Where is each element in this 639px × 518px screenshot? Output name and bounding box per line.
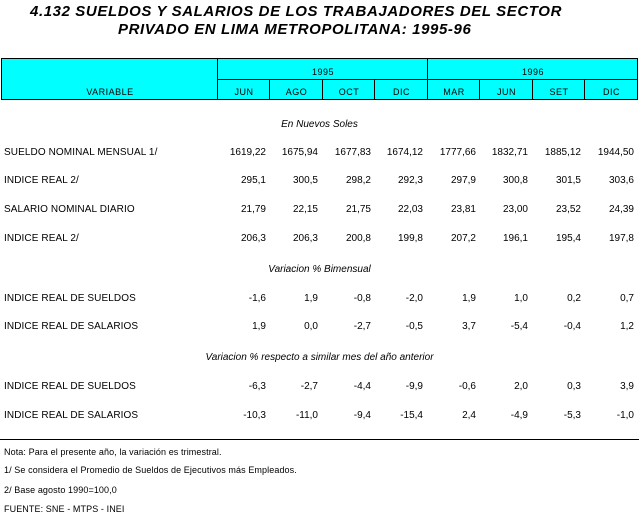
variable-header: VARIABLE (86, 87, 134, 97)
row-label: INDICE REAL DE SALARIOS (4, 410, 139, 421)
section-title: Variacion % respecto a similar mes del año anterior (205, 352, 434, 363)
cell-value: -1,6 (248, 293, 266, 304)
cell-value: 3,9 (620, 381, 634, 392)
row-label: INDICE REAL DE SUELDOS (4, 381, 136, 392)
month-header: OCT (338, 87, 360, 97)
cell-value: -9,9 (405, 381, 423, 392)
cell-value: 1,9 (252, 321, 266, 332)
cell-value: -10,3 (243, 410, 266, 421)
cell-value: 295,1 (240, 175, 266, 186)
table-row (0, 321, 639, 335)
row-label: INDICE REAL 2/ (4, 175, 79, 186)
cell-value: 300,5 (292, 175, 318, 186)
cell-value: 1,0 (514, 293, 528, 304)
cell-value: 1677,83 (334, 147, 371, 158)
month-header: DIC (603, 87, 620, 97)
cell-value: 0,2 (567, 293, 581, 304)
table-header (1, 58, 638, 100)
cell-value: 207,2 (450, 233, 476, 244)
source-line: FUENTE: SNE - MTPS - INEI (4, 504, 125, 514)
cell-value: 199,8 (397, 233, 423, 244)
cell-value: -0,5 (405, 321, 423, 332)
row-label: INDICE REAL DE SUELDOS (4, 293, 136, 304)
table-row (0, 410, 639, 424)
cell-value: -2,7 (353, 321, 371, 332)
cell-value: 206,3 (240, 233, 266, 244)
cell-value: -2,0 (405, 293, 423, 304)
table-row (0, 233, 639, 247)
cell-value: 24,39 (608, 204, 634, 215)
month-separator (374, 79, 375, 100)
cell-value: 298,2 (345, 175, 371, 186)
cell-value: -5,3 (563, 410, 581, 421)
month-separator (269, 79, 270, 100)
cell-value: -0,4 (563, 321, 581, 332)
cell-value: 21,79 (240, 204, 266, 215)
section-title: En Nuevos Soles (281, 119, 358, 130)
cell-value: 1777,66 (439, 147, 476, 158)
cell-value: 1674,12 (386, 147, 423, 158)
table-title-line-2: PRIVADO EN LIMA METROPOLITANA: 1995-96 (118, 21, 472, 38)
table-row (0, 293, 639, 307)
month-header: AGO (285, 87, 308, 97)
month-header: JUN (234, 87, 254, 97)
month-header: DIC (393, 87, 410, 97)
header-divider (218, 79, 638, 80)
month-separator (532, 79, 533, 100)
month-header: MAR (443, 87, 465, 97)
cell-value: 206,3 (292, 233, 318, 244)
cell-value: 1,2 (620, 321, 634, 332)
cell-value: -2,7 (300, 381, 318, 392)
cell-value: 1944,50 (597, 147, 634, 158)
row-label: SUELDO NOMINAL MENSUAL 1/ (4, 147, 158, 158)
cell-value: 0,3 (567, 381, 581, 392)
cell-value: -4,9 (510, 410, 528, 421)
cell-value: -5,4 (510, 321, 528, 332)
cell-value: -0,6 (458, 381, 476, 392)
table-title-line-1: 4.132 SUELDOS Y SALARIOS DE LOS TRABAJADORES DEL SECTOR (30, 3, 562, 20)
cell-value: 1,9 (462, 293, 476, 304)
cell-value: 297,9 (450, 175, 476, 186)
cell-value: -11,0 (295, 410, 318, 421)
cell-value: 301,5 (555, 175, 581, 186)
year-header-1996: 1996 (521, 67, 545, 77)
cell-value: 197,8 (608, 233, 634, 244)
row-label: INDICE REAL 2/ (4, 233, 79, 244)
cell-value: 21,75 (345, 204, 371, 215)
cell-value: -0,8 (353, 293, 371, 304)
section-title: Variacion % Bimensual (268, 264, 371, 275)
cell-value: -1,0 (616, 410, 634, 421)
cell-value: 23,81 (450, 204, 476, 215)
cell-value: -4,4 (353, 381, 371, 392)
cell-value: 195,4 (555, 233, 581, 244)
cell-value: 1619,22 (229, 147, 266, 158)
table-row (0, 381, 639, 395)
cell-value: 2,4 (462, 410, 476, 421)
cell-value: -15,4 (400, 410, 423, 421)
cell-value: 196,1 (502, 233, 528, 244)
table-row (0, 204, 639, 218)
year-header-1995: 1995 (311, 67, 335, 77)
footnote-1: 1/ Se considera el Promedio de Sueldos de Ejecutivos más Empleados. (4, 465, 297, 475)
cell-value: -6,3 (248, 381, 266, 392)
footnote-2: 2/ Base agosto 1990=100,0 (4, 485, 117, 495)
cell-value: 292,3 (397, 175, 423, 186)
table-row (0, 175, 639, 189)
cell-value: 0,0 (304, 321, 318, 332)
cell-value: 23,52 (555, 204, 581, 215)
table-bottom-border (0, 439, 639, 440)
cell-value: 1832,71 (491, 147, 528, 158)
cell-value: 2,0 (514, 381, 528, 392)
cell-value: 22,03 (397, 204, 423, 215)
cell-value: 1885,12 (544, 147, 581, 158)
cell-value: 1,9 (304, 293, 318, 304)
cell-value: 22,15 (292, 204, 318, 215)
month-header: JUN (497, 87, 516, 97)
cell-value: 23,00 (502, 204, 528, 215)
month-separator (479, 79, 480, 100)
row-label: SALARIO NOMINAL DIARIO (4, 204, 135, 215)
cell-value: 200,8 (345, 233, 371, 244)
cell-value: 303,6 (608, 175, 634, 186)
cell-value: 300,8 (502, 175, 528, 186)
row-label: INDICE REAL DE SALARIOS (4, 321, 139, 332)
cell-value: 3,7 (462, 321, 476, 332)
cell-value: 1675,94 (281, 147, 318, 158)
month-separator (584, 79, 585, 100)
note-line: Nota: Para el presente año, la variación es trimestral. (4, 447, 222, 457)
month-header: SET (549, 87, 569, 97)
cell-value: -9,4 (353, 410, 371, 421)
month-separator (322, 79, 323, 100)
cell-value: 0,7 (620, 293, 634, 304)
table-row (0, 147, 639, 161)
